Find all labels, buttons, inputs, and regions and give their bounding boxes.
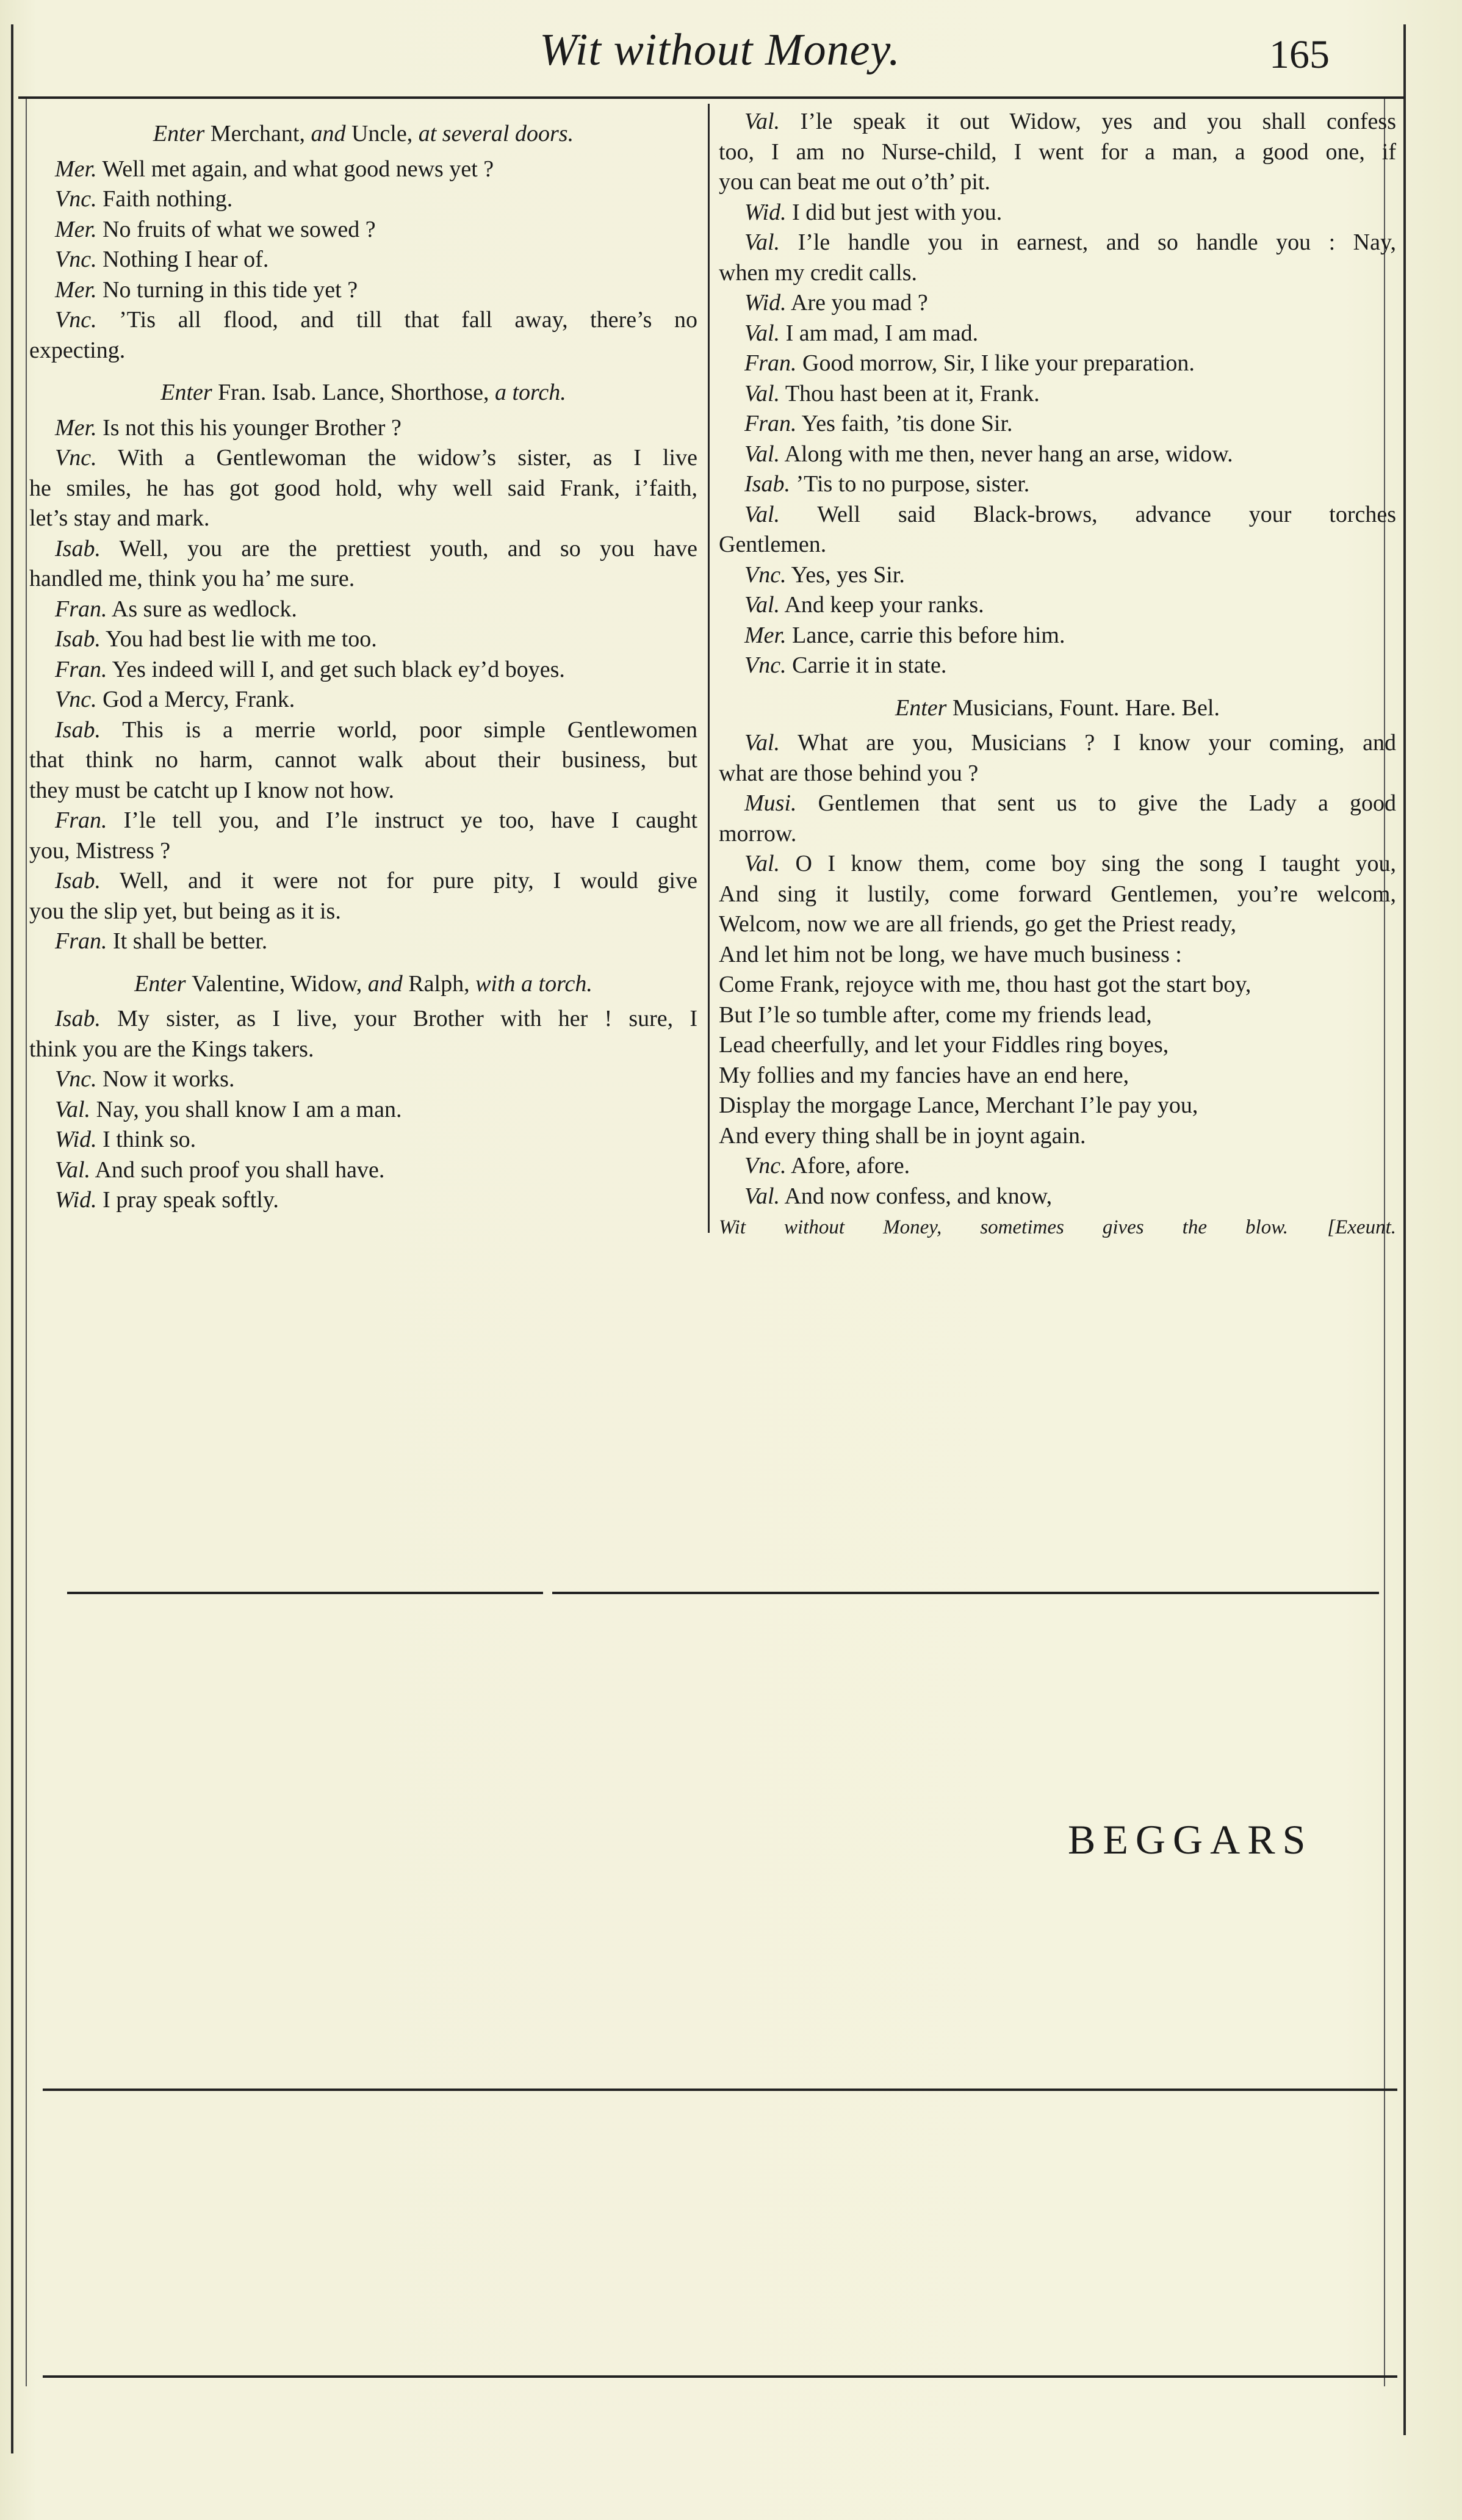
dialogue-line — [29, 184, 697, 215]
stage-direction — [29, 378, 697, 408]
speaker-name: Mer. — [55, 414, 97, 441]
dialogue-line — [719, 469, 1396, 500]
line-text: I am mad, I am mad. — [785, 320, 979, 346]
stage-direction-part: at several doors. — [418, 121, 574, 146]
speaker-name: Val. — [55, 1096, 91, 1122]
dialogue-line — [719, 319, 1396, 349]
line-text: Gentlemen that sent us to give the Lady a good — [818, 790, 1397, 816]
line-text: when my credit calls. — [719, 259, 918, 286]
speaker-name: Isab. — [55, 626, 101, 652]
line-text: As sure as wedlock. — [111, 596, 297, 622]
stage-direction-part: Uncle, — [351, 121, 419, 146]
line-text: he smiles, he has got good hold, why well said Frank, i’faith, — [29, 475, 697, 501]
dialogue-line — [719, 379, 1396, 410]
speaker-name: Vnc. — [55, 307, 97, 333]
speaker-name: Vnc. — [744, 652, 787, 678]
speaker-name: Val. — [744, 109, 780, 134]
speaker-name: Musi. — [744, 790, 797, 816]
exeunt-direction: [Exeunt. — [1327, 1216, 1396, 1238]
page-number: 165 — [1269, 32, 1330, 77]
line-text: Along with me then, never hang an arse, widow. — [784, 441, 1233, 467]
dialogue-line — [719, 879, 1396, 910]
line-text: Thou hast been at it, Frank. — [785, 380, 1040, 406]
dialogue-line — [719, 621, 1396, 651]
speaker-name: Wid. — [55, 1127, 97, 1152]
stage-direction-part: Ralph, — [408, 970, 476, 997]
right-column — [719, 107, 1396, 1243]
speaker-name: Mer. — [55, 216, 97, 242]
stage-direction-part: a torch. — [494, 380, 566, 405]
line-text: ’Tis to no purpose, sister. — [796, 471, 1030, 497]
line-text: Display the morgage Lance, Merchant I’le pay you, — [719, 1092, 1198, 1118]
dialogue-line — [29, 1004, 697, 1034]
line-text: I did but jest with you. — [792, 199, 1003, 225]
speaker-name: Val. — [744, 320, 780, 346]
line-text: Yes, yes Sir. — [791, 561, 905, 588]
line-text: But I’le so tumble after, come my friends lead, — [719, 1002, 1152, 1028]
line-text: You had best lie with me too. — [106, 626, 377, 652]
dialogue-line — [719, 909, 1396, 940]
dialogue-line — [29, 245, 697, 275]
line-text: you the slip yet, but being as it is. — [29, 898, 341, 924]
dialogue-line — [29, 836, 697, 867]
speaker-name: Val. — [744, 441, 780, 467]
line-text: I’le handle you in earnest, and so handle you : Nay, — [798, 229, 1396, 255]
dialogue-line — [719, 409, 1396, 439]
line-text: Carrie it in state. — [792, 652, 947, 678]
dialogue-line — [29, 1034, 697, 1065]
speaker-name: Isab. — [744, 471, 790, 497]
dialogue-line — [719, 107, 1396, 137]
line-text: This is a merrie world, poor simple Gentlewomen — [122, 717, 697, 743]
line-text: And sing it lustily, come forward Gentlemen, you’re welcom, — [719, 881, 1396, 907]
line-text: I think so. — [103, 1127, 196, 1152]
dialogue-line — [719, 198, 1396, 228]
speaker-name: Val. — [744, 851, 780, 876]
page-border-left-inner — [26, 98, 27, 2386]
stage-direction-part: Enter — [160, 380, 218, 405]
stage-direction-part: and — [367, 970, 409, 997]
stage-direction-part: Valentine, Widow, — [192, 970, 368, 997]
line-text: Yes faith, ’tis done Sir. — [801, 411, 1013, 436]
line-text: Welcom, now we are all friends, go get the Priest ready, — [719, 911, 1237, 937]
line-text: And let him not be long, we have much business : — [719, 941, 1182, 967]
speaker-name: Vnc. — [55, 1066, 97, 1092]
line-text: Now it works. — [103, 1066, 235, 1092]
line-text: you, Mistress ? — [29, 837, 171, 864]
line-text: expecting. — [29, 337, 126, 363]
stage-direction — [29, 119, 697, 150]
section-rule-left — [67, 1592, 543, 1594]
speaker-name: Val. — [744, 501, 780, 527]
line-text: Come Frank, rejoyce with me, thou hast got the start boy, — [719, 972, 1251, 997]
stage-direction-part: Enter — [895, 695, 952, 721]
dialogue-line — [29, 1155, 697, 1186]
bottom-rule — [43, 2375, 1397, 2378]
speaker-name: Mer. — [55, 276, 97, 303]
speaker-name: Val. — [744, 229, 780, 255]
dialogue-line — [29, 474, 697, 504]
line-text: It shall be better. — [113, 928, 268, 954]
closing-line — [719, 1211, 1396, 1243]
dialogue-line — [719, 288, 1396, 319]
line-text: No fruits of what we sowed ? — [103, 216, 376, 242]
catchword: BEGGARS — [1068, 1816, 1313, 1863]
line-text: think you are the Kings takers. — [29, 1036, 314, 1062]
stage-direction-part: and — [311, 121, 351, 146]
dialogue-line — [29, 685, 697, 715]
dialogue-line — [719, 849, 1396, 879]
dialogue-line — [719, 728, 1396, 759]
dialogue-line — [719, 1121, 1396, 1152]
speaker-name: Wid. — [744, 199, 787, 225]
line-text: Nothing I hear of. — [103, 247, 269, 272]
dialogue-line — [719, 759, 1396, 789]
line-text: Afore, afore. — [790, 1153, 910, 1179]
dialogue-line — [29, 413, 697, 444]
dialogue-line — [719, 590, 1396, 621]
dialogue-line — [719, 789, 1396, 819]
speaker-name: Fran. — [744, 350, 797, 376]
dialogue-line — [719, 560, 1396, 591]
line-text: let’s stay and mark. — [29, 505, 210, 531]
dialogue-line — [29, 275, 697, 306]
speaker-name: Vnc. — [55, 687, 97, 712]
speaker-name: Fran. — [55, 928, 107, 954]
speaker-name: Val. — [744, 592, 780, 618]
dialogue-line — [719, 348, 1396, 379]
line-text: Gentlemen. — [719, 532, 827, 557]
speaker-name: Vnc. — [744, 1153, 787, 1179]
speaker-name: Mer. — [55, 156, 97, 182]
line-text: they must be catcht up I know not how. — [29, 777, 395, 803]
speaker-name: Vnc. — [55, 186, 97, 212]
stage-direction-part: Enter — [153, 121, 211, 146]
dialogue-line — [29, 305, 697, 336]
dialogue-line — [719, 167, 1396, 198]
speaker-name: Vnc. — [55, 445, 97, 471]
dialogue-line — [719, 439, 1396, 470]
stage-direction — [719, 693, 1396, 724]
line-text: God a Mercy, Frank. — [103, 687, 295, 712]
section-rule-right — [552, 1592, 1379, 1594]
speaker-name: Val. — [744, 730, 780, 756]
line-text: O I know them, come boy sing the song I taught you, — [795, 851, 1396, 876]
stage-direction-part: Fran. Isab. Lance, Shorthose, — [218, 380, 495, 405]
header-rule — [18, 96, 1405, 99]
dialogue-line — [29, 624, 697, 655]
line-text: Good morrow, Sir, I like your preparation. — [802, 350, 1195, 376]
page-border-right — [1403, 24, 1406, 2435]
dialogue-line — [719, 137, 1396, 168]
line-text: And every thing shall be in joynt again. — [719, 1122, 1086, 1149]
dialogue-line — [29, 897, 697, 927]
dialogue-line — [29, 1064, 697, 1095]
line-text: what are those behind you ? — [719, 760, 979, 786]
speaker-name: Isab. — [55, 535, 101, 561]
speaker-name: Val. — [744, 1183, 780, 1209]
dialogue-line — [29, 564, 697, 594]
dialogue-line — [29, 745, 697, 776]
line-text: that think no harm, cannot walk about their business, but — [29, 747, 697, 773]
closing-couplet: Wit without Money, sometimes gives the blow. — [719, 1216, 1288, 1238]
dialogue-line — [29, 1125, 697, 1155]
line-text: My follies and my fancies have an end here, — [719, 1062, 1129, 1088]
line-text: Is not this his younger Brother ? — [103, 414, 402, 441]
dialogue-line — [29, 336, 697, 366]
page-border-left — [11, 24, 13, 2453]
stage-direction-part: Enter — [134, 970, 192, 997]
dialogue-line — [719, 1061, 1396, 1091]
line-text: Nay, you shall know I am a man. — [96, 1096, 402, 1122]
line-text: I’le tell you, and I’le instruct ye too, have I caught — [123, 807, 697, 833]
dialogue-line — [719, 970, 1396, 1000]
speaker-name: Vnc. — [55, 247, 97, 272]
stage-direction-part: Musicians, Fount. Hare. Bel. — [952, 695, 1220, 721]
dialogue-line — [719, 1030, 1396, 1061]
line-text: Well, and it were not for pure pity, I would give — [120, 868, 697, 894]
speaker-name: Val. — [744, 380, 780, 406]
line-text: And keep your ranks. — [784, 592, 984, 618]
dialogue-line — [29, 926, 697, 957]
line-text: I pray speak softly. — [103, 1187, 279, 1213]
dialogue-line — [29, 154, 697, 185]
line-text: Well, you are the prettiest youth, and so you have — [119, 535, 697, 561]
stage-direction-part: Merchant, — [210, 121, 311, 146]
speaker-name: Fran. — [55, 656, 107, 682]
line-text: No turning in this tide yet ? — [103, 276, 358, 303]
speaker-name: Mer. — [744, 622, 787, 648]
dialogue-line — [29, 594, 697, 625]
dialogue-line — [29, 776, 697, 806]
line-text: too, I am no Nurse-child, I went for a man, a good one, if — [719, 139, 1396, 165]
speaker-name: Wid. — [744, 290, 787, 316]
line-text: Faith nothing. — [103, 186, 233, 212]
dialogue-line — [719, 228, 1396, 258]
dialogue-line — [719, 1182, 1396, 1212]
stage-direction — [29, 969, 697, 1000]
speaker-name: Fran. — [55, 596, 107, 622]
dialogue-line — [719, 530, 1396, 560]
speaker-name: Fran. — [55, 807, 107, 833]
speaker-name: Wid. — [55, 1187, 97, 1213]
lower-rule — [43, 2089, 1397, 2091]
dialogue-line — [719, 940, 1396, 970]
speaker-name: Isab. — [55, 868, 101, 894]
stage-direction-part: with a torch. — [475, 970, 592, 997]
line-text: I’le speak it out Widow, yes and you shall confess — [800, 109, 1396, 134]
dialogue-line — [719, 1151, 1396, 1182]
speaker-name: Fran. — [744, 411, 797, 436]
dialogue-line — [29, 215, 697, 245]
dialogue-line — [29, 1095, 697, 1125]
line-text: Lead cheerfully, and let your Fiddles ring boyes, — [719, 1032, 1169, 1058]
speaker-name: Isab. — [55, 1006, 101, 1031]
dialogue-line — [29, 715, 697, 746]
dialogue-line — [719, 819, 1396, 850]
left-column — [29, 107, 697, 1216]
speaker-name: Vnc. — [744, 561, 787, 588]
line-text: And now confess, and know, — [784, 1183, 1053, 1209]
dialogue-line — [29, 866, 697, 897]
line-text: Are you mad ? — [791, 290, 928, 316]
dialogue-line — [29, 1185, 697, 1216]
line-text: My sister, as I live, your Brother with her ! sure, I — [117, 1006, 698, 1031]
line-text: Yes indeed will I, and get such black ey’d boyes. — [112, 656, 565, 682]
speaker-name: Val. — [55, 1157, 91, 1183]
line-text: Well met again, and what good news yet ? — [102, 156, 494, 182]
line-text: ’Tis all flood, and till that fall away, there’s no — [119, 307, 698, 333]
line-text: And such proof you shall have. — [95, 1157, 385, 1183]
line-text: morrow. — [719, 820, 797, 847]
dialogue-line — [719, 258, 1396, 289]
line-text: Lance, carrie this before him. — [792, 622, 1065, 648]
speaker-name: Isab. — [55, 717, 101, 743]
dialogue-line — [719, 500, 1396, 530]
line-text: What are you, Musicians ? I know your coming, and — [798, 730, 1396, 756]
column-divider — [708, 104, 710, 1233]
dialogue-line — [719, 651, 1396, 681]
line-text: you can beat me out o’th’ pit. — [719, 169, 990, 195]
dialogue-line — [29, 806, 697, 836]
dialogue-line — [719, 1091, 1396, 1121]
line-text: handled me, think you ha’ me sure. — [29, 566, 355, 591]
dialogue-line — [719, 1000, 1396, 1031]
dialogue-line — [29, 534, 697, 565]
dialogue-line — [29, 443, 697, 474]
dialogue-line — [29, 504, 697, 534]
line-text: With a Gentlewoman the widow’s sister, as I live — [118, 445, 697, 471]
running-title: Wit without Money. — [539, 25, 901, 75]
dialogue-line — [29, 655, 697, 685]
line-text: Well said Black-brows, advance your torches — [817, 501, 1396, 527]
